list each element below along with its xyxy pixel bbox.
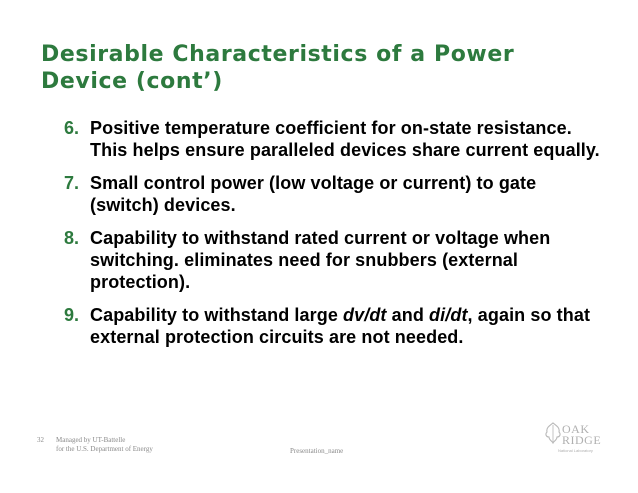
item-text-italic: dv/dt [343,305,387,325]
presentation-name: Presentation_name [290,447,344,455]
item-text-part: Capability to withstand large [90,305,344,325]
footer-managed-line: for the U.S. Department of Energy [56,445,153,453]
item-text [90,304,604,348]
item-number: 8. [64,228,80,248]
footer-managed-line: Managed by UT-Battelle [56,436,126,444]
list-item [64,117,604,161]
item-number: 6. [64,118,80,138]
item-text: Small control power (low voltage or current) to gate (switch) devices. [90,173,537,215]
slide-title: Desirable Characteristics of a Power Device (cont’) [41,42,515,94]
list-item [64,172,604,216]
logo-line-ridge: RIDGE [562,433,602,447]
logo-line-oak: OAK [562,422,590,436]
characteristics-list [64,117,604,359]
item-number: 9. [64,305,80,325]
list-item [64,227,604,293]
item-number: 7. [64,173,80,193]
item-text: Capability to withstand rated current or voltage when switching. eliminates need for snubbers (external protection). [90,228,551,292]
list-item [64,304,604,348]
item-text-part: , again so that external protection circuits are not needed. [90,305,591,347]
oak-ridge-logo [544,420,612,462]
logo-subtitle: National Laboratory [558,448,593,453]
oak-leaf-icon [544,422,562,444]
item-text-part: and [386,305,430,325]
item-text: Positive temperature coefficient for on-state resistance. This helps ensure paralleled devices share current equally. [90,118,600,160]
page-number: 32 [37,436,44,444]
item-text-italic: di/dt [429,305,468,325]
